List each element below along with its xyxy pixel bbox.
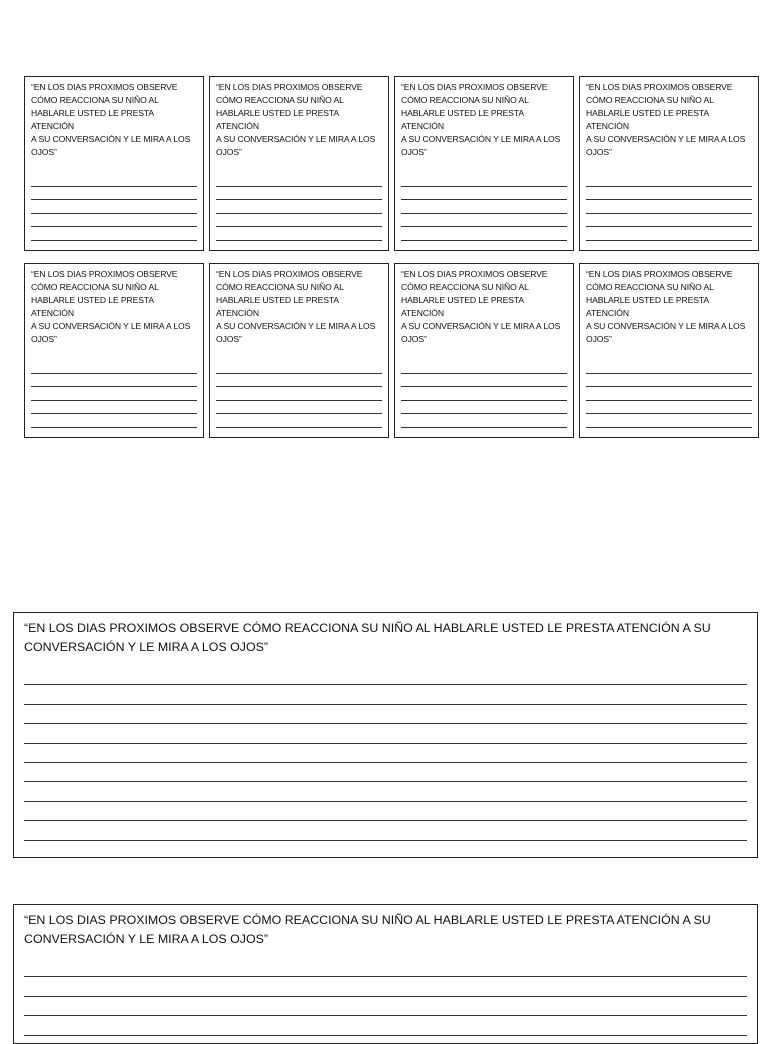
answer-line — [586, 187, 752, 201]
answer-line — [216, 241, 382, 252]
answer-line — [216, 173, 382, 187]
card-text: “EN LOS DIAS PROXIMOS OBSERVE CÓMO REACCIONA SU NIÑO AL HABLARLE USTED LE PRESTA ATENCIÓN A SU CONVERSACIÓN Y LE MIRA A LOS OJOS” — [216, 269, 376, 344]
answer-line — [586, 387, 752, 401]
answer-line — [31, 374, 197, 388]
answer-line — [31, 414, 197, 428]
card-text: “EN LOS DIAS PROXIMOS OBSERVE CÓMO REACCIONA SU NIÑO AL HABLARLE USTED LE PRESTA ATENCIÓN A SU CONVERSACIÓN Y LE MIRA A LOS OJOS” — [401, 269, 561, 344]
answer-line — [216, 227, 382, 241]
answer-line — [24, 821, 747, 840]
answer-line — [586, 241, 752, 252]
answer-line — [586, 414, 752, 428]
answer-line — [401, 173, 567, 187]
answer-line — [216, 401, 382, 415]
answer-line — [401, 374, 567, 388]
answer-line — [216, 360, 382, 374]
answer-line — [31, 428, 197, 439]
writing-lines — [24, 666, 747, 841]
small-card — [209, 263, 389, 438]
answer-line — [586, 227, 752, 241]
answer-line — [401, 387, 567, 401]
answer-line — [24, 666, 747, 685]
answer-line — [586, 360, 752, 374]
wide-card-text: “EN LOS DIAS PROXIMOS OBSERVE CÓMO REACCIONA SU NIÑO AL HABLARLE USTED LE PRESTA ATENCIÓN A SU CONVERSACIÓN Y LE MIRA A LOS OJOS” — [24, 913, 711, 946]
answer-line — [31, 187, 197, 201]
wide-card-1 — [13, 612, 758, 858]
answer-line — [216, 414, 382, 428]
answer-line — [31, 241, 197, 252]
answer-line — [401, 428, 567, 439]
answer-line — [31, 401, 197, 415]
answer-line — [401, 360, 567, 374]
answer-line — [401, 227, 567, 241]
writing-lines — [401, 173, 567, 251]
answer-line — [24, 997, 747, 1016]
answer-line — [216, 214, 382, 228]
answer-line — [31, 214, 197, 228]
answer-line — [24, 1016, 747, 1035]
answer-line — [216, 374, 382, 388]
answer-line — [31, 387, 197, 401]
small-card — [24, 76, 204, 251]
answer-line — [31, 227, 197, 241]
answer-line — [586, 374, 752, 388]
writing-lines — [216, 360, 382, 438]
answer-line — [586, 200, 752, 214]
answer-line — [401, 187, 567, 201]
answer-line — [24, 744, 747, 763]
card-text: “EN LOS DIAS PROXIMOS OBSERVE CÓMO REACCIONA SU NIÑO AL HABLARLE USTED LE PRESTA ATENCIÓN A SU CONVERSACIÓN Y LE MIRA A LOS OJOS” — [586, 269, 746, 344]
answer-line — [24, 724, 747, 743]
answer-line — [401, 401, 567, 415]
answer-line — [586, 214, 752, 228]
card-text: “EN LOS DIAS PROXIMOS OBSERVE CÓMO REACCIONA SU NIÑO AL HABLARLE USTED LE PRESTA ATENCIÓN A SU CONVERSACIÓN Y LE MIRA A LOS OJOS” — [31, 269, 191, 344]
answer-line — [31, 173, 197, 187]
small-card-grid — [24, 76, 760, 438]
card-text: “EN LOS DIAS PROXIMOS OBSERVE CÓMO REACCIONA SU NIÑO AL HABLARLE USTED LE PRESTA ATENCIÓN A SU CONVERSACIÓN Y LE MIRA A LOS OJOS” — [216, 82, 376, 157]
small-card — [579, 263, 759, 438]
answer-line — [586, 401, 752, 415]
small-card — [394, 76, 574, 251]
answer-line — [31, 200, 197, 214]
answer-line — [24, 977, 747, 996]
card-text: “EN LOS DIAS PROXIMOS OBSERVE CÓMO REACCIONA SU NIÑO AL HABLARLE USTED LE PRESTA ATENCIÓN A SU CONVERSACIÓN Y LE MIRA A LOS OJOS” — [401, 82, 561, 157]
answer-line — [24, 802, 747, 821]
writing-lines — [31, 360, 197, 438]
card-text: “EN LOS DIAS PROXIMOS OBSERVE CÓMO REACCIONA SU NIÑO AL HABLARLE USTED LE PRESTA ATENCIÓN A SU CONVERSACIÓN Y LE MIRA A LOS OJOS” — [586, 82, 746, 157]
answer-line — [401, 414, 567, 428]
answer-line — [216, 187, 382, 201]
answer-line — [216, 428, 382, 439]
small-card — [394, 263, 574, 438]
answer-line — [401, 214, 567, 228]
wide-card-text: “EN LOS DIAS PROXIMOS OBSERVE CÓMO REACCIONA SU NIÑO AL HABLARLE USTED LE PRESTA ATENCIÓN A SU CONVERSACIÓN Y LE MIRA A LOS OJOS” — [24, 621, 711, 654]
small-card — [209, 76, 389, 251]
answer-line — [24, 705, 747, 724]
answer-line — [216, 200, 382, 214]
writing-lines — [586, 360, 752, 438]
answer-line — [24, 782, 747, 801]
answer-line — [216, 387, 382, 401]
writing-lines — [586, 173, 752, 251]
answer-line — [24, 763, 747, 782]
answer-line — [401, 200, 567, 214]
answer-line — [24, 958, 747, 977]
writing-lines — [31, 173, 197, 251]
card-text: “EN LOS DIAS PROXIMOS OBSERVE CÓMO REACCIONA SU NIÑO AL HABLARLE USTED LE PRESTA ATENCIÓN A SU CONVERSACIÓN Y LE MIRA A LOS OJOS” — [31, 82, 191, 157]
small-card — [24, 263, 204, 438]
wide-card-2 — [13, 904, 758, 1044]
answer-line — [31, 360, 197, 374]
answer-line — [586, 428, 752, 439]
answer-line — [24, 685, 747, 704]
writing-lines — [401, 360, 567, 438]
small-card — [579, 76, 759, 251]
answer-line — [586, 173, 752, 187]
answer-line — [401, 241, 567, 252]
writing-lines — [216, 173, 382, 251]
